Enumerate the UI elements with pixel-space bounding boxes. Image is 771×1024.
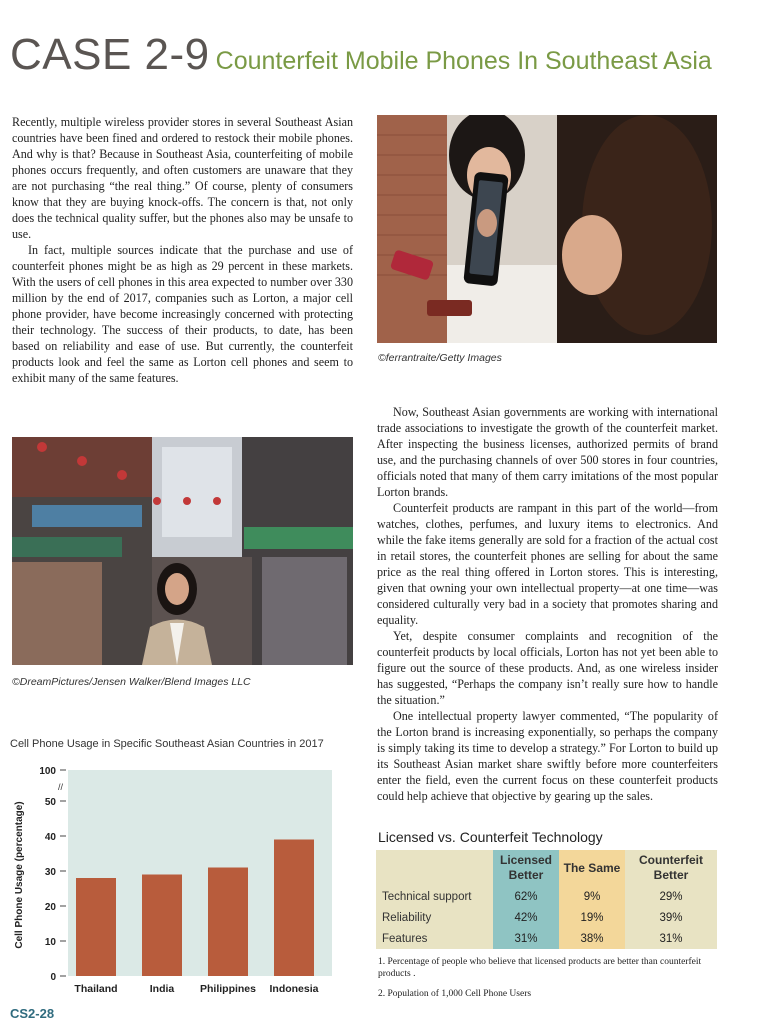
body-left-column [12,114,353,386]
table-cell: 19% [559,907,625,928]
table-row [376,907,717,928]
y-tick-label: 50 [44,797,56,808]
y-tick-label: 30 [44,867,56,878]
row-label: Features [376,928,493,949]
table-cell: 42% [493,907,559,928]
bar-india [142,875,182,977]
table-header-cell [376,850,493,886]
x-tick-label: Thailand [74,983,118,995]
paragraph: Counterfeit products are rampant in this part of the world—from watches, clothes, perfumes, and luxury items to electronics. And while the fake items generally are sold for a fraction of the actual cost in retail stores, the counterfeit phones are selling for about the same price as the real thing offered in Lorton stores. This is interesting, given that owning your own intellectual property—at one time—was considered culturally very bad in a society that promotes sharing and equality. [377,501,718,627]
paragraph: Now, Southeast Asian governments are working with international trade associations to investigate the growth of the counterfeit market. After inspecting the business licenses, authorized permits of brand use, and the purchasing channels of over 500 stores in four countries, officials noted that many of them carry imitations of the most popular Lorton brands. [377,405,718,499]
table-cell: 31% [625,928,717,949]
table-row [376,886,717,907]
bar-indonesia [274,840,314,977]
case-heading [10,30,712,80]
licensed-vs-counterfeit-table [376,850,717,949]
y-tick-label: 10 [44,937,56,948]
table-cell: 9% [559,886,625,907]
case-number: CASE 2-9 [10,30,210,79]
footnote: 2. Population of 1,000 Cell Phone Users [378,989,532,999]
y-tick-label: 20 [44,902,56,913]
paragraph: Recently, multiple wireless provider stores in several Southeast Asian countries have been fined and ordered to restock their mobile phones. And why is that? Because in Southeast Asia, counterfeiting of mobile phones occurs frequently, and often customers are unaware that they are not purchasing “the real thing.” Of course, plenty of consumers know that they are buying knock-offs. The concern is that, not only does the technical quality suffer, but the phones also may be unsafe to use. [12,115,353,241]
x-tick-label: India [149,983,175,995]
page-number: CS2-28 [10,1006,55,1021]
table-row [376,928,717,949]
table-title: Licensed vs. Counterfeit Technology [378,829,603,845]
bar-philippines [208,868,248,977]
x-tick-label: Indonesia [269,983,319,995]
table-header-row [376,850,717,886]
photo-market-street [12,437,353,665]
footnote: 1. Percentage of people who believe that licensed products are better than counterfeit products . [378,957,702,979]
row-label: Reliability [376,907,493,928]
photo-credit: ©ferrantraite/Getty Images [378,352,502,364]
paragraph: In fact, multiple sources indicate that the purchase and use of counterfeit phones might be as high as 29 percent in these markets. With the users of cell phones in this area expected to number over 330 million by the end of 2017, companies such as Lorton, a major cell phone provider, have become increasingly concerned with protecting their technology. The success of their products, to date, has been based on reliability and ease of use. But currently, the counterfeit products look and feel the same as Lorton cell phones and seem to exhibit many of the same features. [12,243,353,385]
table-cell: 31% [493,928,559,949]
case-title: Counterfeit Mobile Phones In Southeast Asia [215,47,712,75]
paragraph: Yet, despite consumer complaints and recognition of the counterfeit products by local officials, Lorton has not yet been able to figure out the source of these products. And, as one wireless insider has suggested, “Perhaps the company isn’t really sure how to handle the situation.” [377,629,718,707]
bar-thailand [76,878,116,976]
y-tick-label: 40 [44,832,56,843]
table-cell: 38% [559,928,625,949]
axis-break: // [58,782,64,792]
table-header-cell: Licensed Better [493,850,559,886]
chart-title: Cell Phone Usage in Specific Southeast Asian Countries in 2017 [10,738,324,750]
y-tick-label: 100 [39,766,56,777]
body-right-column [377,404,718,804]
table-cell: 39% [625,907,717,928]
paragraph: One intellectual property lawyer commented, “The popularity of the Lorton brand is increasing exponentially, so perhaps the company is simply taking its time to develop a strategy.” For Lorton to build up its Southeast Asian market share swiftly before more counterfeiters enter the field, even the current focus on these counterfeit products could help achieve that objective by gearing up the sales. [377,709,718,803]
photo-women-with-phones [377,115,717,343]
y-tick-label: 0 [50,972,56,983]
table-cell: 62% [493,886,559,907]
y-axis-label: Cell Phone Usage (percentage) [14,801,25,949]
bar-chart [8,760,348,1000]
x-tick-label: Philippines [199,983,257,995]
table-header-cell: The Same [559,850,625,886]
photo-credit: ©DreamPictures/Jensen Walker/Blend Images LLC [12,676,251,688]
table-cell: 29% [625,886,717,907]
table-header-cell: Counterfeit Better [625,850,717,886]
row-label: Technical support [376,886,493,907]
